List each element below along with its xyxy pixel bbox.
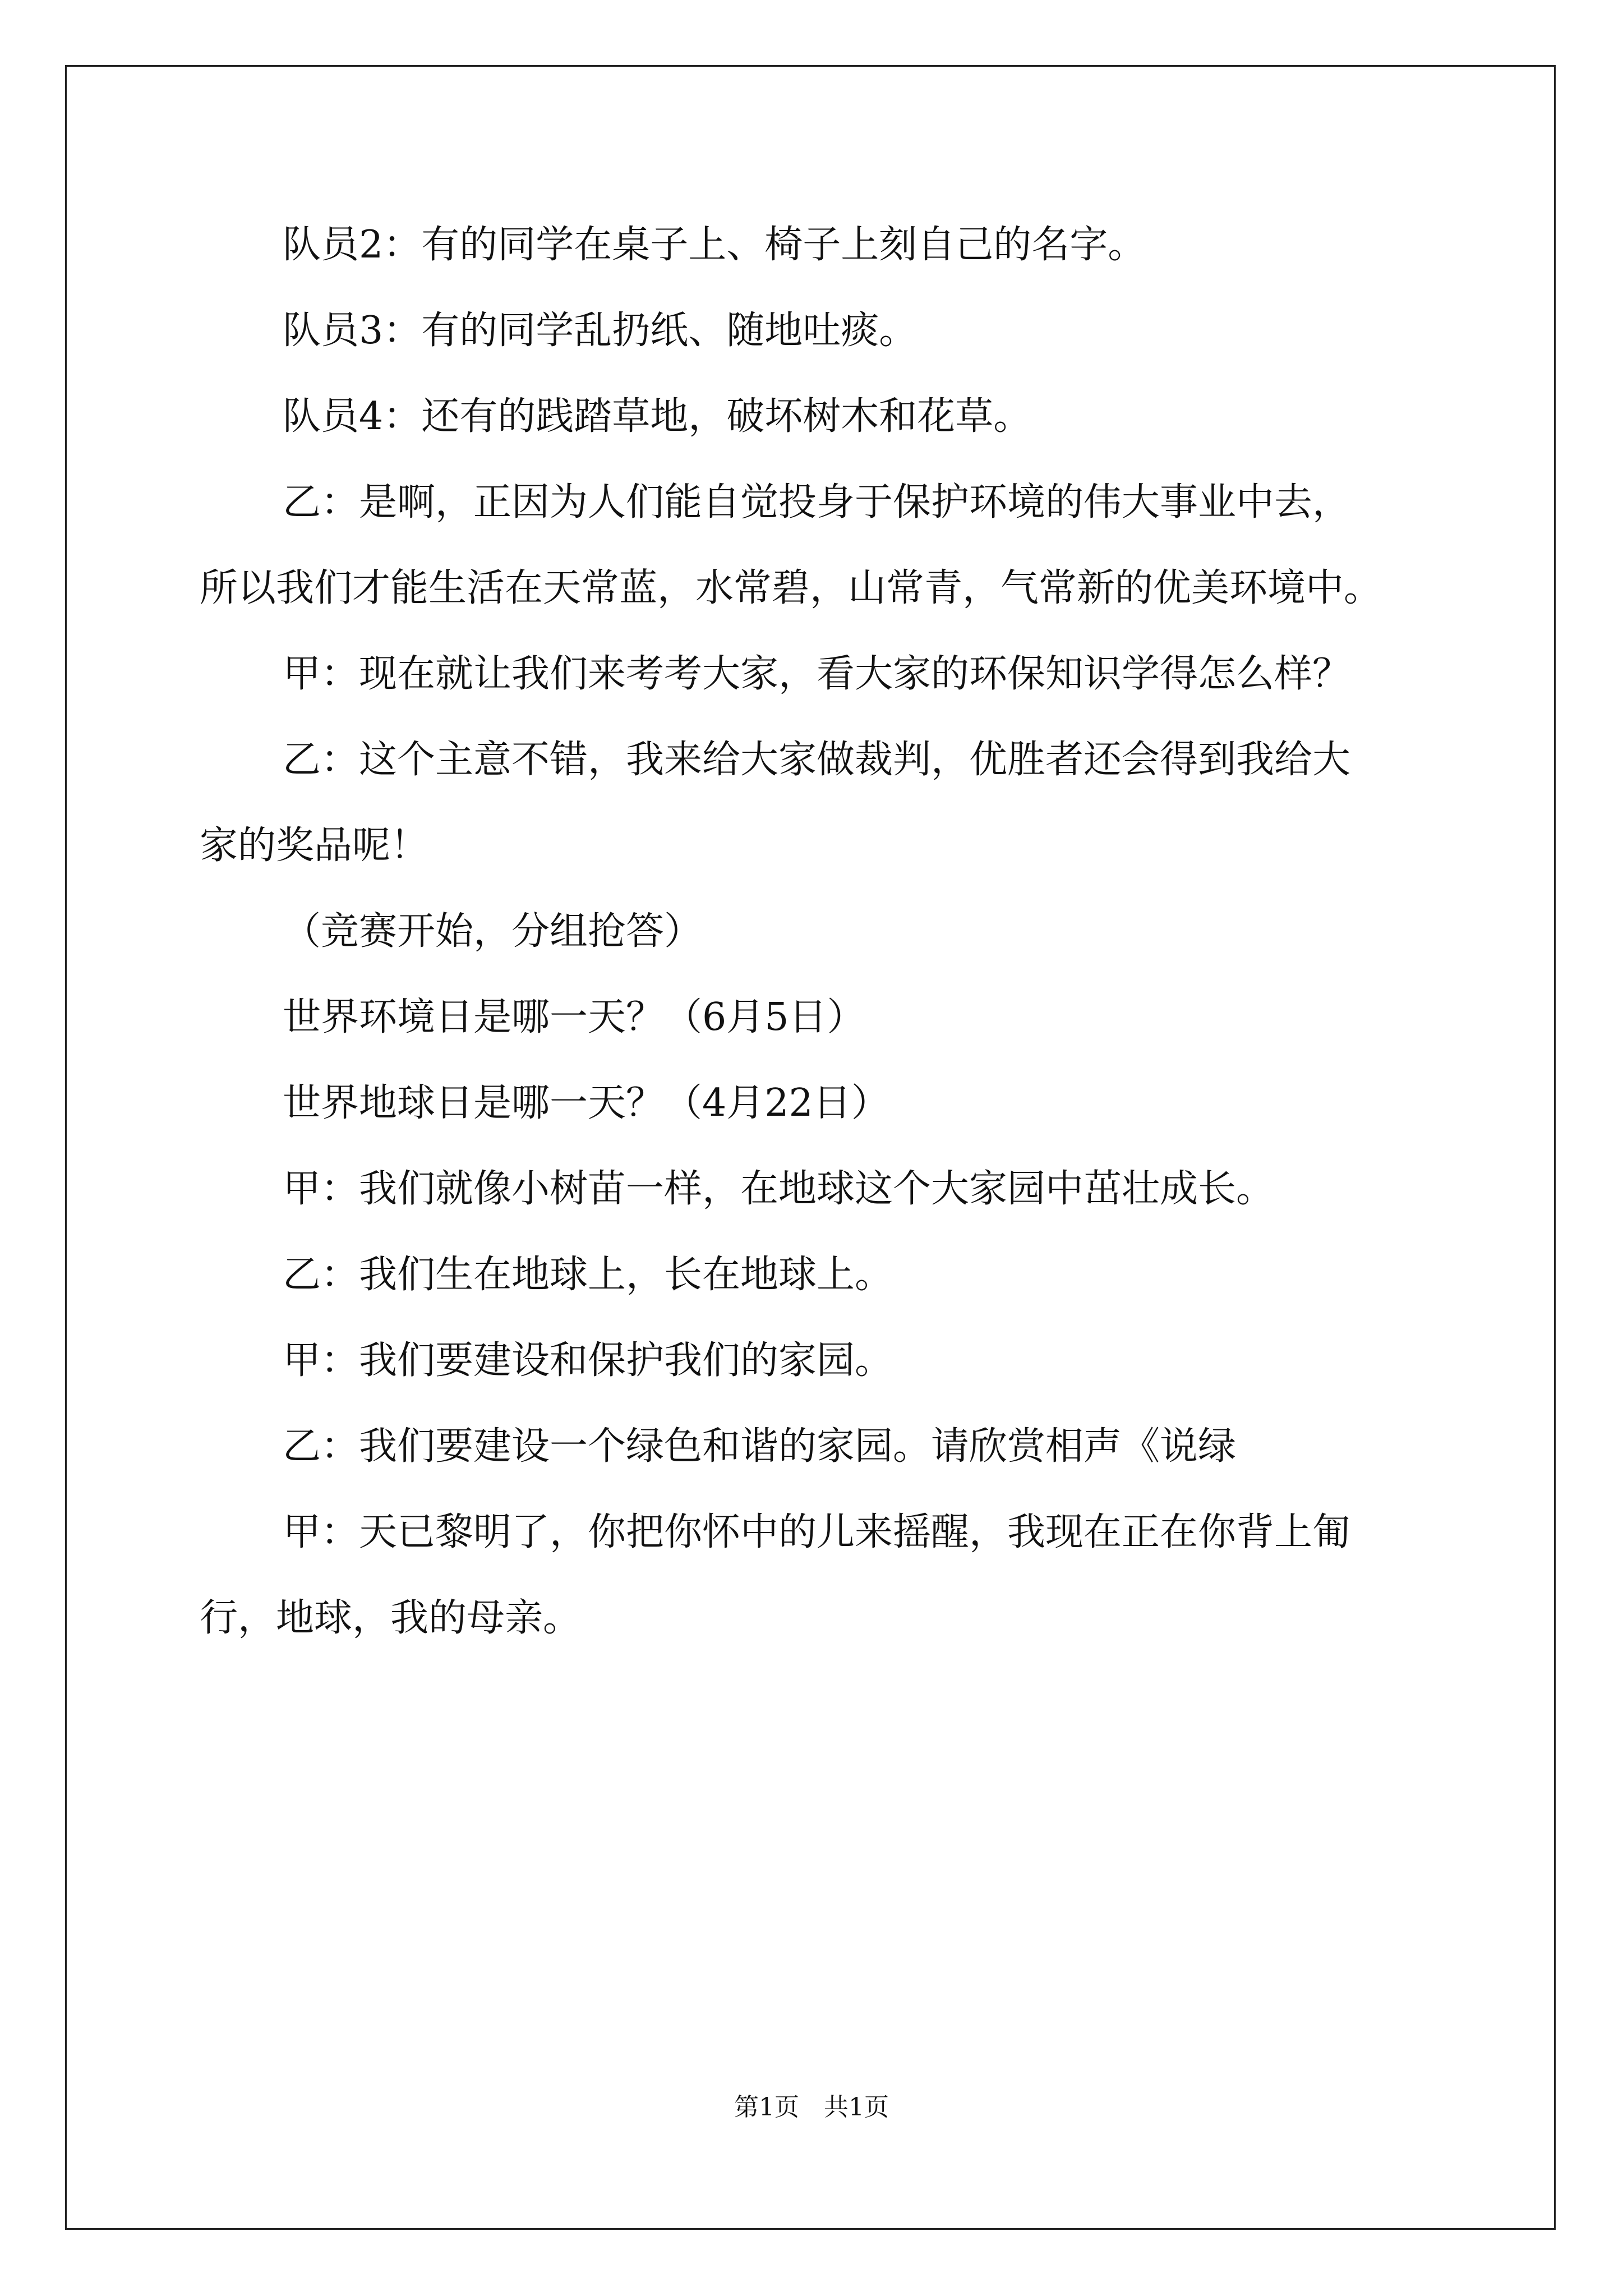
document-body xyxy=(200,202,1445,1661)
paragraph: 行，地球，我的母亲。 xyxy=(200,1596,582,1640)
paragraph: 乙：是啊，正因为人们能自觉投身于保护环境的伟大事业中去， xyxy=(283,480,1351,524)
paragraph: 甲：天已黎明了，你把你怀中的儿来摇醒，我现在正在你背上匍 xyxy=(283,1510,1351,1554)
paragraph: 队员4：还有的践踏草地，破坏树木和花草。 xyxy=(283,394,1032,439)
paragraph: 队员3：有的同学乱扔纸、随地吐痰。 xyxy=(283,309,917,353)
paragraph: 世界地球日是哪一天？（4月22日） xyxy=(283,1081,889,1125)
paragraph: 甲：现在就让我们来考考大家，看大家的环保知识学得怎么样？ xyxy=(283,652,1351,696)
paragraph: 队员2：有的同学在桌子上、椅子上刻自己的名字。 xyxy=(283,223,1146,267)
paragraph: 乙：我们要建设一个绿色和谐的家园。请欣赏相声《说绿 xyxy=(283,1424,1237,1469)
paragraph: 所以我们才能生活在天常蓝，水常碧，山常青，气常新的优美环境中。 xyxy=(200,566,1382,610)
paragraph: 甲：我们要建设和保护我们的家园。 xyxy=(283,1338,893,1383)
paragraph: （竞赛开始，分组抢答） xyxy=(283,909,703,954)
paragraph: 乙：我们生在地球上，长在地球上。 xyxy=(283,1253,893,1297)
paragraph: 乙：这个主意不错，我来给大家做裁判，优胜者还会得到我给大 xyxy=(283,738,1351,782)
page-number-footer: 第1页 共1页 xyxy=(734,2093,889,2122)
paragraph: 家的奖品呢！ xyxy=(200,823,429,868)
paragraph: 世界环境日是哪一天？（6月5日） xyxy=(283,995,865,1039)
paragraph: 甲：我们就像小树苗一样，在地球这个大家园中茁壮成长。 xyxy=(283,1167,1275,1211)
